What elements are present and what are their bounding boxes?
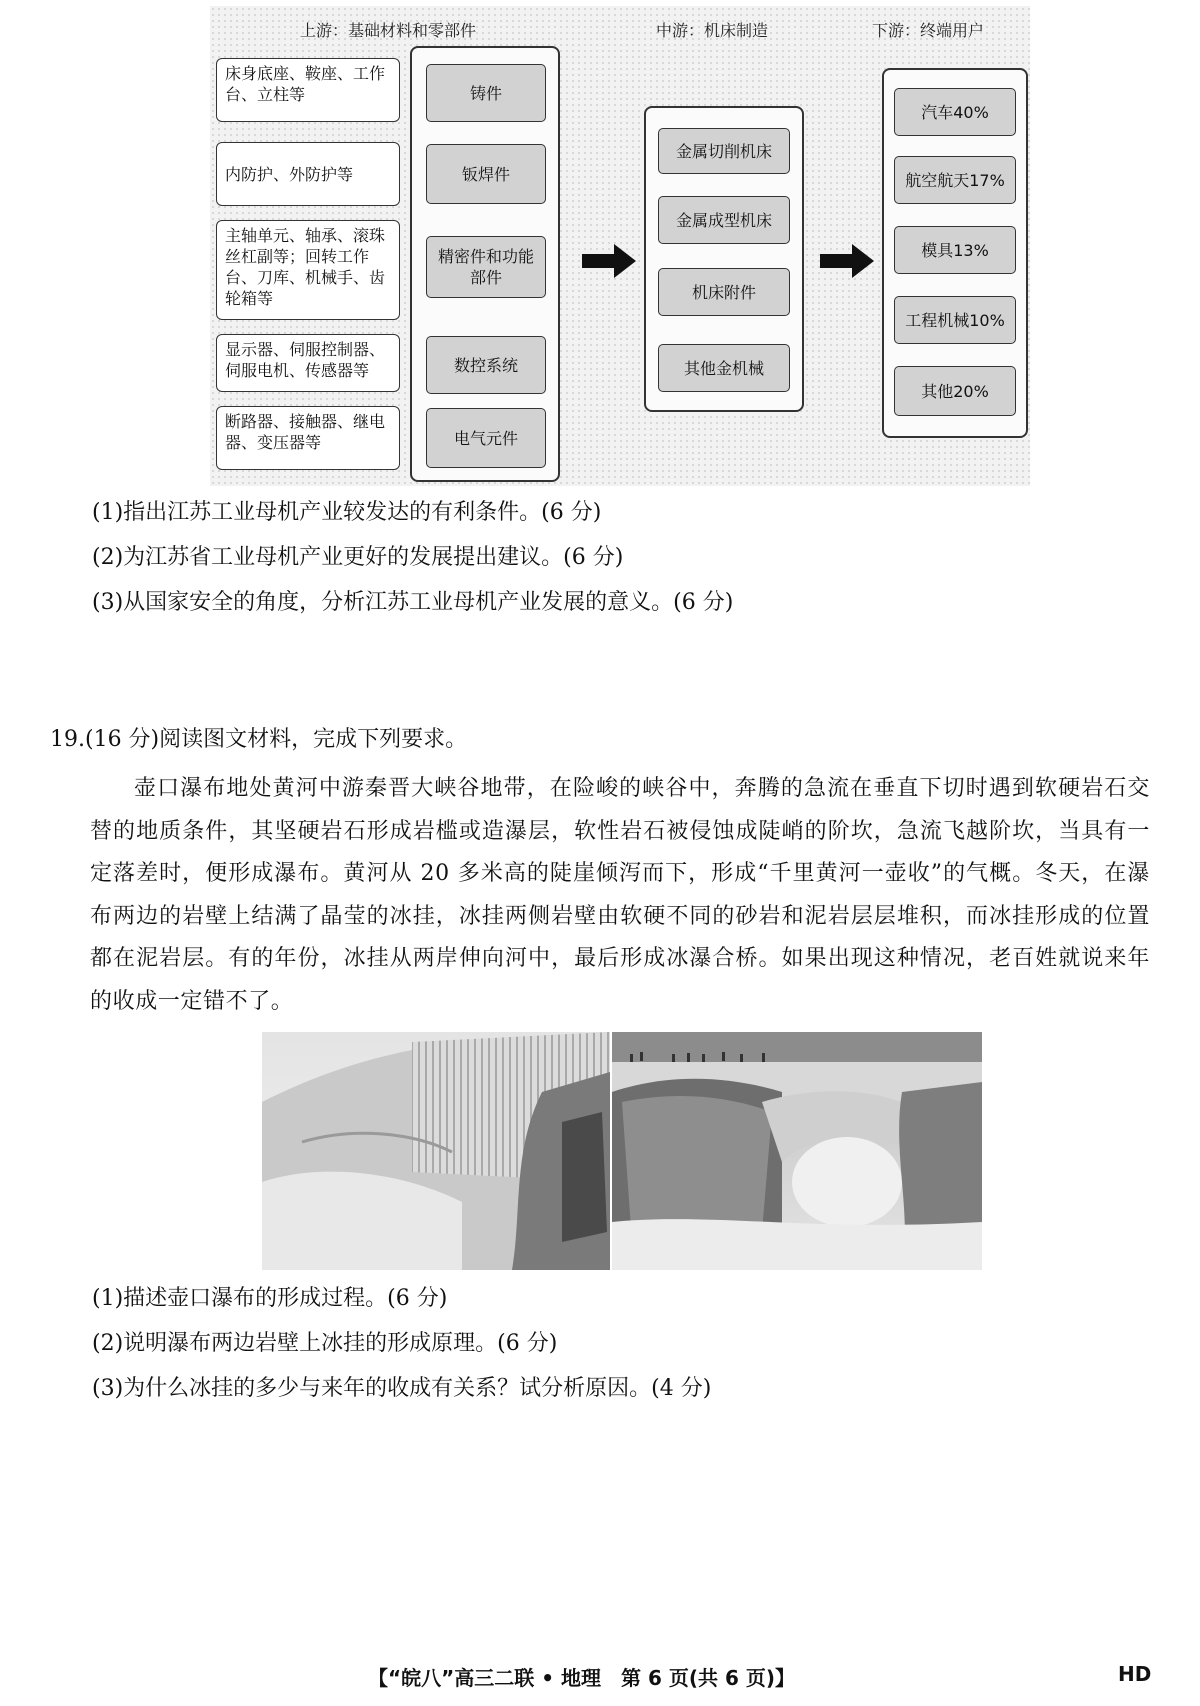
footer-code: HD <box>1118 1662 1152 1686</box>
downstream-item: 模具13% <box>894 226 1016 274</box>
upstream-component: 精密件和功能部件 <box>426 236 546 298</box>
upstream-detail-box: 内防护、外防护等 <box>216 142 400 206</box>
icicles-photo <box>262 1032 610 1270</box>
upstream-detail-box: 显示器、伺服控制器、伺服电机、传感器等 <box>216 334 400 392</box>
right-arrow-icon <box>582 244 636 278</box>
midstream-item: 其他金机械 <box>658 344 790 392</box>
upstream-component: 电气元件 <box>426 408 546 468</box>
downstream-item: 航空航天17% <box>894 156 1016 204</box>
footer-text: 【“皖八”高三二联 • 地理 第 6 页(共 6 页)】 <box>368 1666 795 1690</box>
q18-sub-question-1: (1)指出江苏工业母机产业较发达的有利条件。(6 分) <box>92 500 602 525</box>
upstream-detail-box: 床身底座、鞍座、工作台、立柱等 <box>216 58 400 122</box>
downstream-item: 工程机械10% <box>894 296 1016 344</box>
midstream-item: 金属成型机床 <box>658 196 790 244</box>
upstream-component: 铸件 <box>426 64 546 122</box>
q18-sub-question-3: (3)从国家安全的角度，分析江苏工业母机产业发展的意义。(6 分) <box>92 590 734 615</box>
ice-bridge-photo <box>612 1032 982 1270</box>
right-arrow-icon <box>820 244 874 278</box>
q19-sub-question-1: (1)描述壶口瀑布的形成过程。(6 分) <box>92 1286 448 1311</box>
q19-material-paragraph: 壶口瀑布地处黄河中游秦晋大峡谷地带，在险峻的峡谷中，奔腾的急流在垂直下切时遇到软硬岩石交替的地质条件，其坚硬岩石形成岩槛或造瀑层，软性岩石被侵蚀成陡峭的阶坎，急流飞越阶坎，当具有一定落差时，便形成瀑布。黄河从 20 多米高的陡崖倾泻而下，形成“千里黄河一壶收”的气概。冬天，在瀑布两边的岩壁上结满了晶莹的冰挂，冰挂两侧岩壁由软硬不同的砂岩和泥岩层层堆积，而冰挂形成的位置都在泥岩层。有的年份，冰挂从两岸伸向河中，最后形成冰瀑合桥。如果出现这种情况，老百姓就说来年的收成一定错不了。 <box>90 776 1150 1014</box>
upstream-detail-box: 主轴单元、轴承、滚珠丝杠副等；回转工作台、刀库、机械手、齿轮箱等 <box>216 220 400 320</box>
upstream-header: 上游：基础材料和零部件 <box>300 21 477 40</box>
upstream-component: 钣焊件 <box>426 144 546 204</box>
q19-sub-question-3: (3)为什么冰挂的多少与来年的收成有关系？试分析原因。(4 分) <box>92 1376 712 1401</box>
hukou-waterfall-ice-photos <box>262 1032 982 1270</box>
midstream-item: 机床附件 <box>658 268 790 316</box>
downstream-item: 汽车40% <box>894 88 1016 136</box>
upstream-detail-box: 断路器、接触器、继电器、变压器等 <box>216 406 400 470</box>
upstream-component: 数控系统 <box>426 336 546 394</box>
q19-heading: 19.(16 分)阅读图文材料，完成下列要求。 <box>50 727 468 752</box>
q19-sub-question-2: (2)说明瀑布两边岩壁上冰挂的形成原理。(6 分) <box>92 1331 558 1356</box>
q18-sub-question-2: (2)为江苏省工业母机产业更好的发展提出建议。(6 分) <box>92 545 624 570</box>
midstream-header: 中游：机床制造 <box>656 21 769 40</box>
industry-chain-diagram <box>210 6 1030 486</box>
downstream-item: 其他20% <box>894 366 1016 416</box>
midstream-item: 金属切削机床 <box>658 128 790 174</box>
downstream-header: 下游：终端用户 <box>872 21 985 40</box>
